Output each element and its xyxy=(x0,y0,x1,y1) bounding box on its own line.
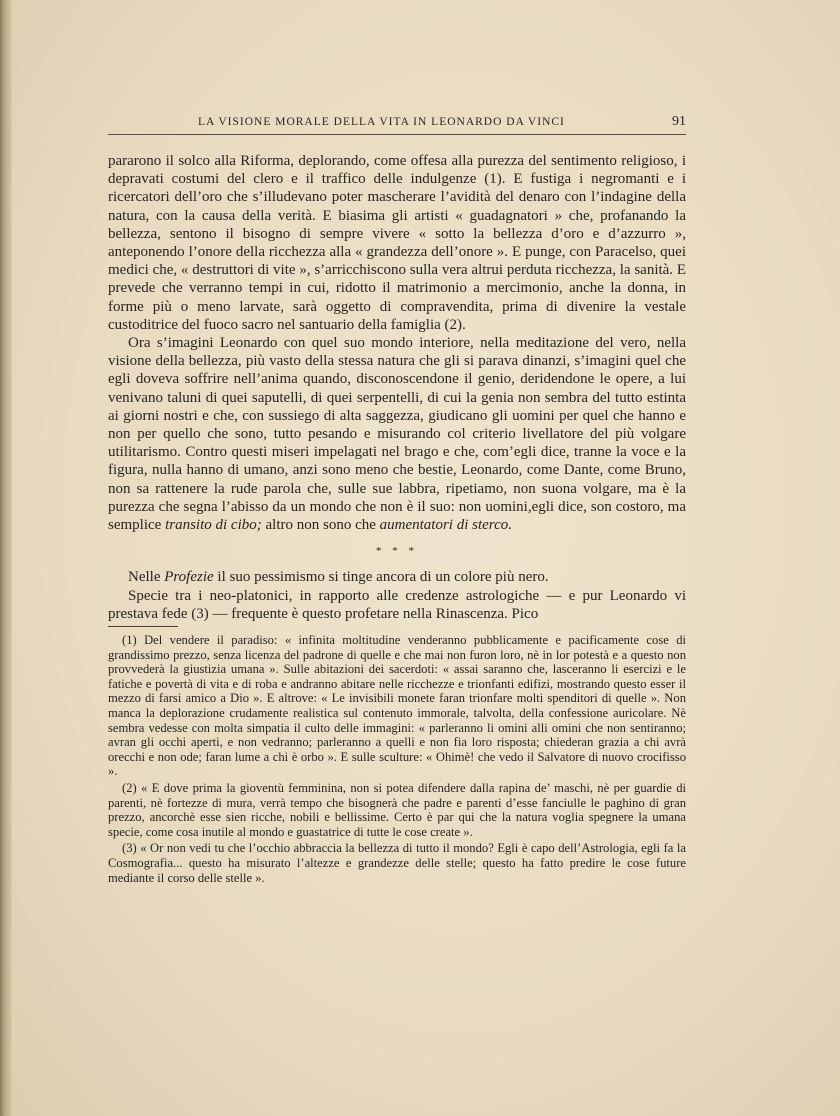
paragraph-4 xyxy=(108,587,686,623)
italic-phrase: transito di cibo; xyxy=(165,517,262,534)
paragraph-3 xyxy=(108,568,686,586)
paragraph-3-text: Nelle xyxy=(128,569,165,586)
paragraph-2-text-cont: altro non sono che xyxy=(261,517,380,534)
page-header xyxy=(108,116,686,135)
main-text xyxy=(108,152,686,887)
paragraph-4-text: Specie tra i neo-platonici, in rapporto alle credenze astrologiche — e pur Leonardo vi prestava fede (3) — frequente è questo profetare nella Rinascenza. Pico xyxy=(108,587,686,622)
footnote-2: (2) « E dove prima la gioventù femminina, non si potea difendere dalla rapina de’ maschi, nè per guardie di parenti, nè fortezze di mura, verrà tempo che bisognerà che padre e parenti d’esse fanciulle le paghino di gran prezzo, ancorchè esse sien ricche, nobili e bellissime. Certo è par qui che la natura voglia spegnere la umana specie, come cosa inutile al mondo e guastatrice di tutte le cose create ». xyxy=(108,781,686,839)
footnote-3: (3) « Or non vedi tu che l’occhio abbraccia la bellezza di tutto il mondo? Egli è capo dell’Astrologia, egli fa la Cosmografia... questo ha misurato l’altezze e grandezze delle stelle; questo ha fatto predire le cose future mediante il corso delle stelle ». xyxy=(108,841,686,885)
page-number: 91 xyxy=(672,114,686,129)
italic-title: Profezie xyxy=(164,569,214,586)
italic-phrase: aumentatori di sterco. xyxy=(379,517,512,534)
paragraph-3-text-cont: il suo pessimismo si tinge ancora di un colore più nero. xyxy=(213,569,549,586)
paragraph-2-text: Ora s’imagini Leonardo con quel suo mondo interiore, nella meditazione del vero, nella visione della bellezza, più vasto della stessa natura che gli si parava dinanzi, s’imagini quel che egli doveva soffrire nell’anima quando, disconoscendone il genio, deridendone le opere, a lui venivano taluni di quei saputelli, di quei serpentelli, di cui la genia non sembra del tutto estinta ai giorni nostri e che, con sussiego di alta saggezza, giudicano gli uomini per quel che hanno e non per quello che sono, tutto pesando e misurando col criterio livellatore del più volgare utilitarismo. Contro questi miseri impelagati nel brago e che, com’egli dice, tranne la voce e la figura, nulla hanno di umano, anzi sono meno che bestie, Leonardo, come Dante, come Bruno, non sa rattenere la rude parola che, sulle sue labbra, ripetiamo, non suona volgare, ma è la purezza che segna l’abisso da un mondo che non è il suo: non uomini,egli dice, son costoro, ma semplice xyxy=(108,335,686,534)
footnote-rule xyxy=(108,626,178,627)
paragraph-1-text: pararono il solco alla Riforma, deplorando, come offesa alla purezza del sentimento religioso, i depravati costumi del clero e il traffico delle indulgenze (1). E fustiga i negromanti e i ricercatori dell’oro che s’illudevano poter mascherare l’avidità del denaro con l’indagine della natura, con la causa della verità. E biasima gli artisti « guadagnatori » che, profanando la bellezza, sentono il bisogno di sempre vivere « sotto la bellezza d’oro e d’azzurro », anteponendo l’onore della ricchezza alla « grandezza dell’onore ». E punge, con Paracelso, quei medici che, « destruttori di vite », s’arricchiscono sulla vera altrui perduta ricchezza, la sanità. E prevede che verranno tempi in cui, ridotto il matrimonio a mercimonio, anche la donna, in forme più o meno larvate, sarà oggetto di compravendita, prima di divenire la vestale custoditrice del fuoco sacro nel santuario della famiglia (2). xyxy=(108,153,686,333)
section-separator: * * * xyxy=(376,545,418,558)
footnotes xyxy=(108,633,686,885)
running-head: LA VISIONE MORALE DELLA VITA IN LEONARDO DA VINCI xyxy=(198,116,565,128)
paragraph-1 xyxy=(108,152,686,334)
footnote-1: (1) Del vendere il paradiso: « infinita moltitudine venderanno pubblicamente e pacificamente cose di grandissimo prezzo, senza licenza del padrone di quelle e che mai non furon loro, nè in lor potestà e a questo non provvederà la giustizia umana ». Sulle abitazioni dei sacerdoti: « assai saranno che, lasceranno li esercizi e le fatiche e povertà di vita e di roba e andranno abitare nelle ricchezze e trionfanti edifizi, mostrando questo esser il mezzo di farsi amico a Dio ». E altrove: « Le invisibili monete faran trionfare molti spenditori di quelle ». Non manca la deplorazione crudamente realistica sul contenuto immorale, talvolta, della confessione auricolare. Nè sembra vedesse con molta simpatia il culto delle immagini: « parleranno li omini alli omini che non sentiranno; avran gli occhi aperti, e non vedranno; parleranno a quelli e non fia loro risposta; chiederan grazia a chi avrà orecchi e non ode; faran lume a chi è orbo ». E sulle sculture: « Ohimè! che vedo il Salvatore di nuovo crocifisso ». xyxy=(108,633,686,779)
page-binding-edge xyxy=(0,0,12,1116)
paragraph-2 xyxy=(108,334,686,534)
